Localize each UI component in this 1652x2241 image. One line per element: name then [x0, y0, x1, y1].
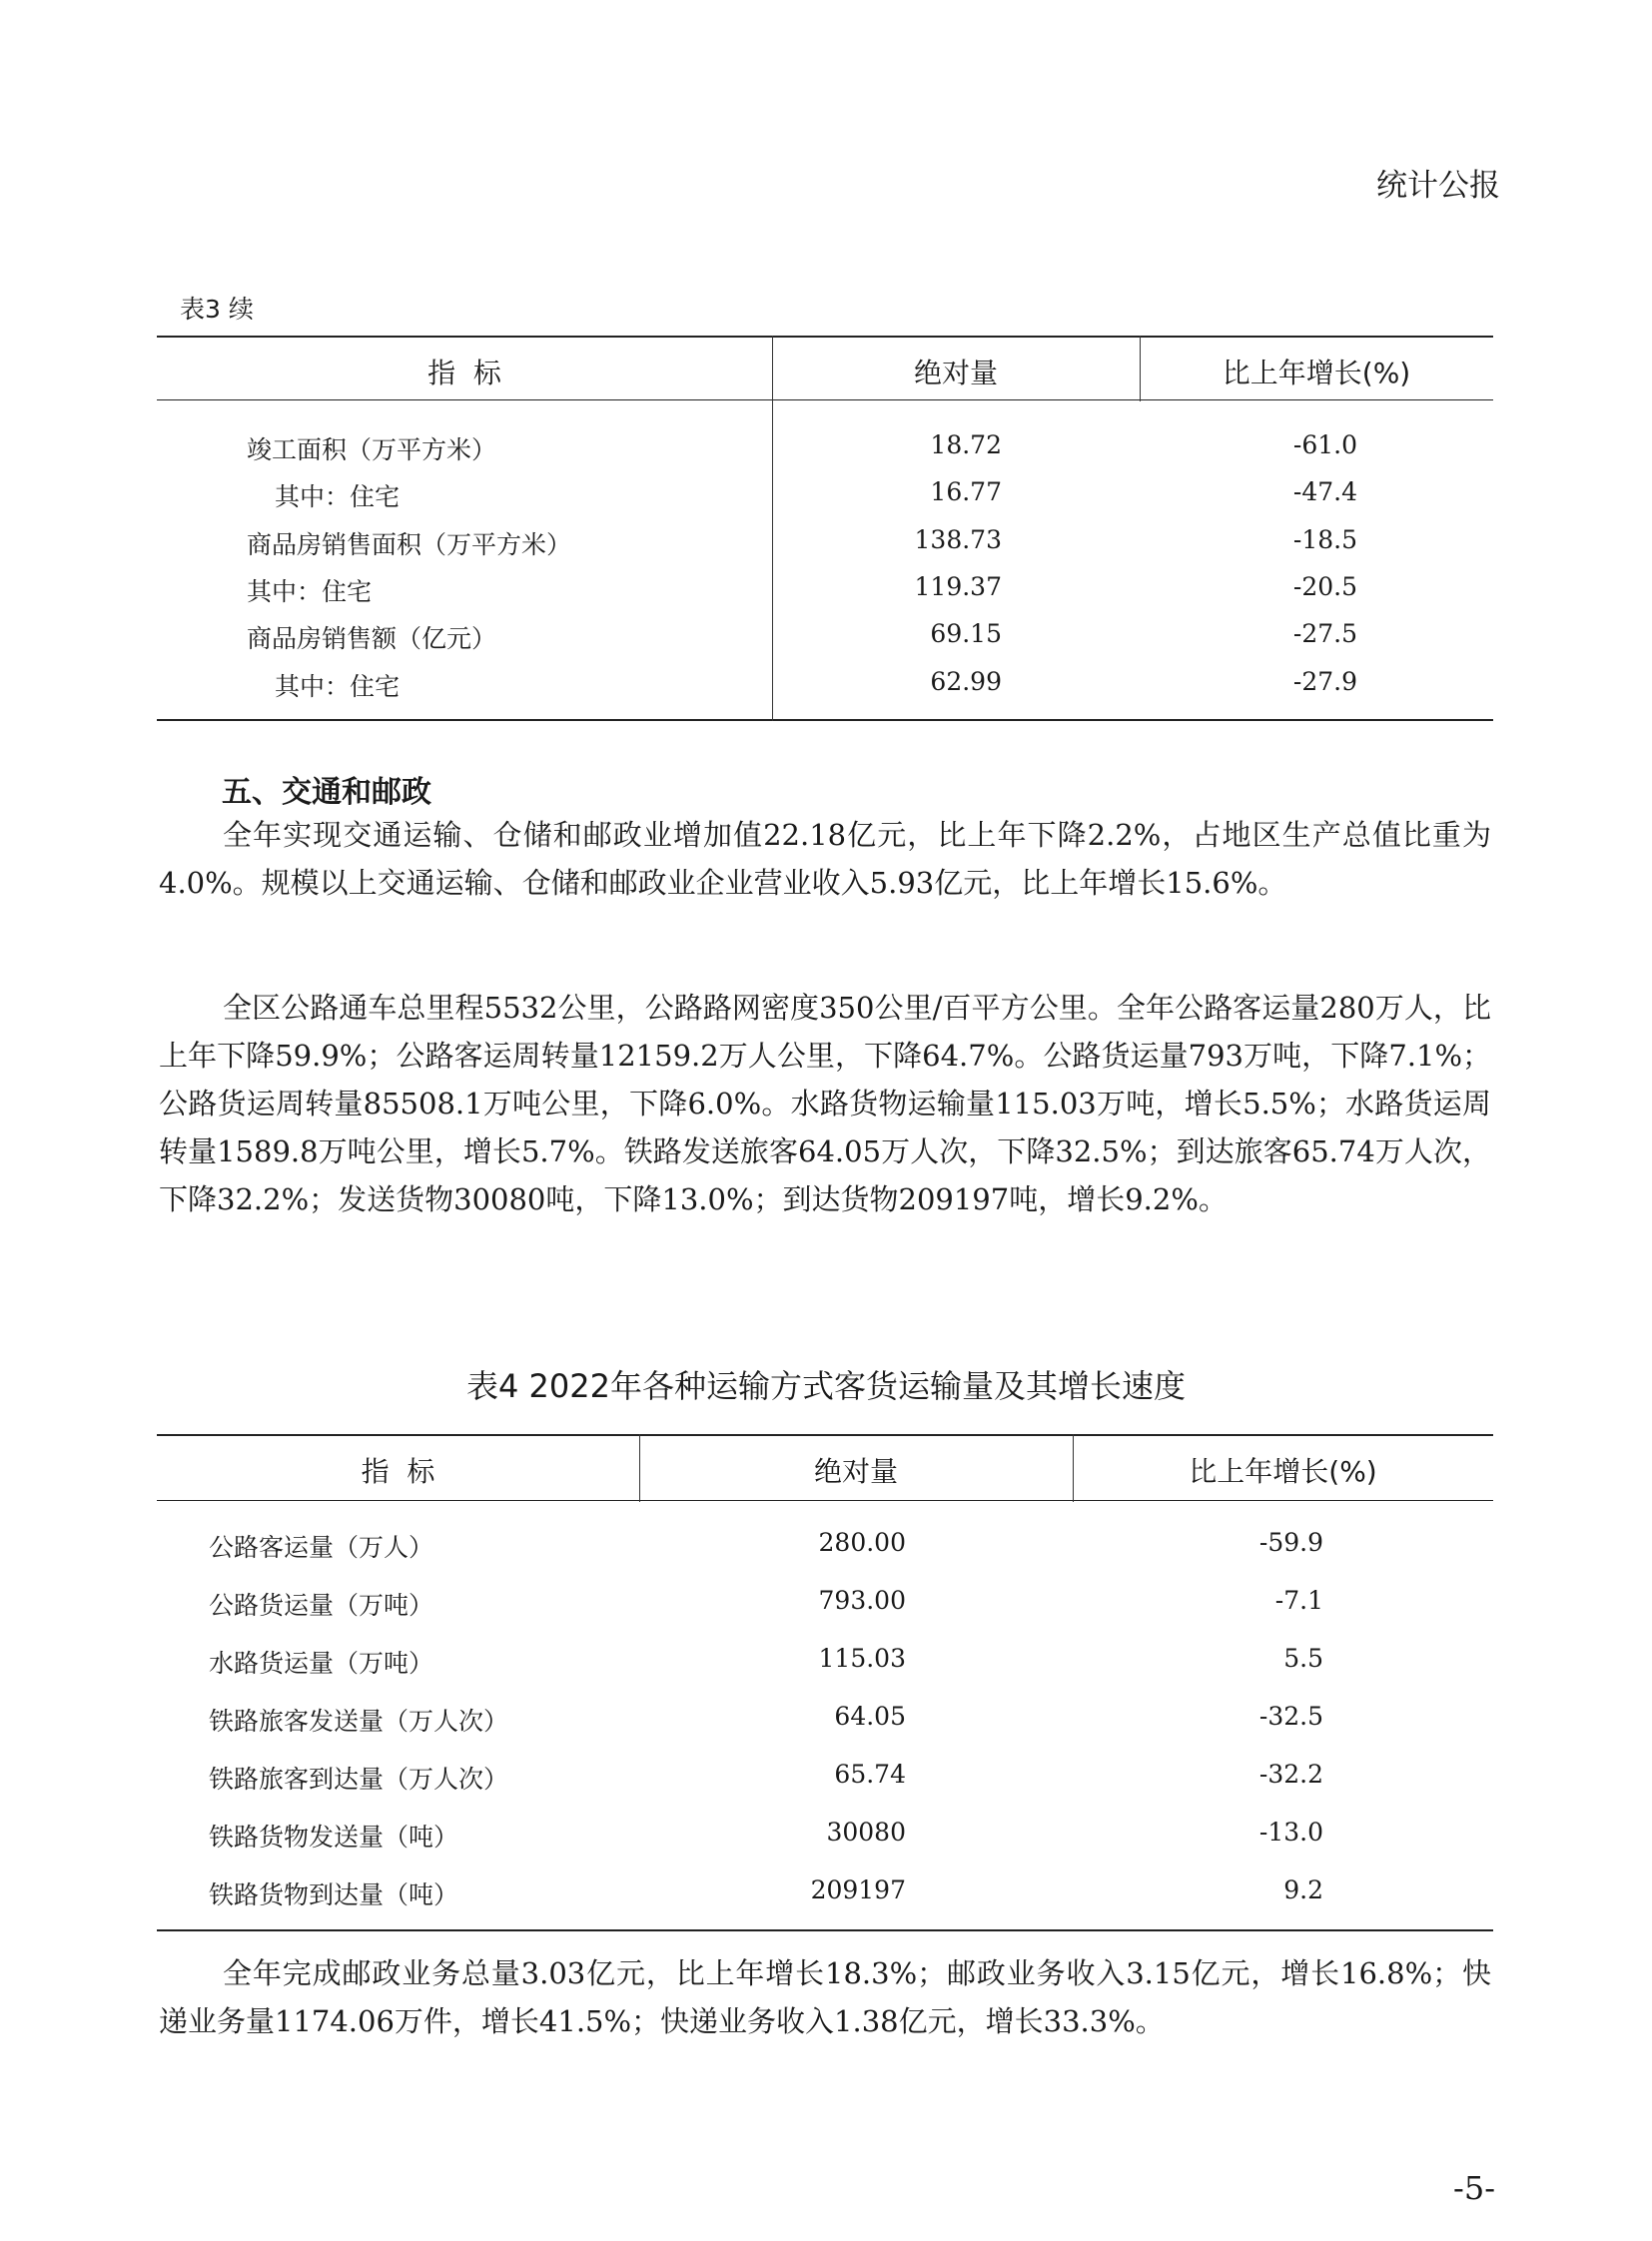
table4-row-growth: 9.2: [1283, 1875, 1323, 1904]
table4-header-absolute: 绝对量: [813, 1455, 898, 1488]
table4-row-label: 铁路旅客到达量（万人次）: [209, 1765, 509, 1794]
table3-row-value: 119.37: [914, 572, 1002, 601]
table4-row-label: 水路货运量（万吨）: [209, 1649, 434, 1678]
table4-row-growth: 5.5: [1283, 1644, 1323, 1673]
table4-row-value: 30080: [826, 1818, 906, 1847]
table3-row-label: 其中：住宅: [275, 672, 401, 701]
table3-row-value: 69.15: [930, 619, 1002, 648]
table4-row-value: 65.74: [834, 1760, 906, 1789]
table4-row-value: 793.00: [818, 1586, 906, 1615]
paragraph-transport-volumes: 全区公路通车总里程5532公里，公路路网密度350公里/百平方公里。全年公路客运量280万人，比上年下降59.9%；公路客运周转量12159.2万人公里，下降64.7%。公路货运量793万吨，下降7.1%；公路货运周转量85508.1万吨公里，下降6.0%。水路货物运输量115.03万吨，增长5.5%；水路货运周转量1589.8万吨公里，增长5.7%。铁路发送旅客64.05万人次，下降32.5%；到达旅客65.74万人次，下降32.2%；发送货物30080吨，下降13.0%；到达货物209197吨，增长9.2%。: [159, 991, 1491, 1216]
table4-row-growth: -32.2: [1258, 1760, 1323, 1789]
table4-row-label: 铁路货物到达量（吨）: [209, 1880, 459, 1909]
section-heading-transport-postal: 五、交通和邮政: [222, 775, 431, 810]
table3-row-growth: -61.0: [1292, 430, 1357, 459]
table3-row-value: 18.72: [930, 430, 1002, 459]
table3-bottom-rule: [157, 719, 1493, 721]
table3-row-value: 138.73: [914, 525, 1002, 554]
table4-row-value: 115.03: [818, 1644, 906, 1673]
table3-caption: 表3 续: [180, 295, 254, 324]
bulletin-header-title: 统计公报: [1376, 168, 1500, 204]
table4-row-label: 公路客运量（万人）: [209, 1533, 434, 1562]
table4-row-value: 209197: [810, 1875, 906, 1904]
table4-row-label: 公路货运量（万吨）: [209, 1591, 434, 1620]
table4-bottom-rule: [157, 1929, 1493, 1931]
table3-row-label: 商品房销售面积（万平方米）: [247, 530, 572, 559]
table3-row-growth: -27.9: [1292, 667, 1357, 696]
table3-row-value: 62.99: [930, 667, 1002, 696]
table3-row-growth: -27.5: [1292, 619, 1357, 648]
page-number: -5-: [1453, 2169, 1495, 2207]
table4-row-growth: -13.0: [1258, 1818, 1323, 1847]
table3-row-growth: -18.5: [1292, 525, 1357, 554]
table4-header-growth: 比上年增长(%): [1189, 1455, 1377, 1488]
table4-row-growth: -59.9: [1258, 1528, 1323, 1557]
table4-row-label: 铁路货物发送量（吨）: [209, 1823, 459, 1852]
paragraph-postal-business: 全年完成邮政业务总量3.03亿元，比上年增长18.3%；邮政业务收入3.15亿元，增长16.8%；快递业务量1174.06万件，增长41.5%；快递业务收入1.38亿元，增长33.3%。: [159, 1956, 1491, 2038]
table4-row-value: 64.05: [834, 1702, 906, 1731]
table4: [157, 1434, 1493, 1933]
table3-header-growth: 比上年增长(%): [1222, 357, 1411, 389]
table3-row-value: 16.77: [930, 477, 1002, 506]
table4-header-rule: [157, 1500, 1493, 1501]
table3-header-absolute: 绝对量: [913, 357, 998, 389]
table3-col-divider-1: [772, 336, 773, 721]
table3-row-label: 其中：住宅: [247, 577, 373, 606]
table3-row-label: 商品房销售额（亿元）: [247, 624, 497, 653]
table3: [157, 336, 1493, 721]
table4-row-value: 280.00: [818, 1528, 906, 1557]
table4-top-rule: [157, 1434, 1493, 1436]
table3-row-growth: -47.4: [1292, 477, 1357, 506]
table4-row-label: 铁路旅客发送量（万人次）: [209, 1707, 509, 1736]
table3-header-indicator: 指 标: [427, 357, 501, 389]
table3-row-label: 其中：住宅: [275, 482, 401, 511]
paragraph-transport-value-added: 全年实现交通运输、仓储和邮政业增加值22.18亿元，比上年下降2.2%，占地区生产总值比重为4.0%。规模以上交通运输、仓储和邮政业企业营业收入5.93亿元，比上年增长15.6%。: [159, 818, 1491, 900]
table3-row-growth: -20.5: [1292, 572, 1357, 601]
table4-header-indicator: 指 标: [361, 1455, 435, 1488]
table3-top-rule: [157, 336, 1493, 338]
table3-header-rule: [157, 399, 1493, 400]
table4-row-growth: -7.1: [1274, 1586, 1323, 1615]
table4-row-growth: -32.5: [1258, 1702, 1323, 1731]
table4-title: 表4 2022年各种运输方式客货运输量及其增长速度: [466, 1367, 1186, 1405]
table3-row-label: 竣工面积（万平方米）: [247, 435, 497, 464]
